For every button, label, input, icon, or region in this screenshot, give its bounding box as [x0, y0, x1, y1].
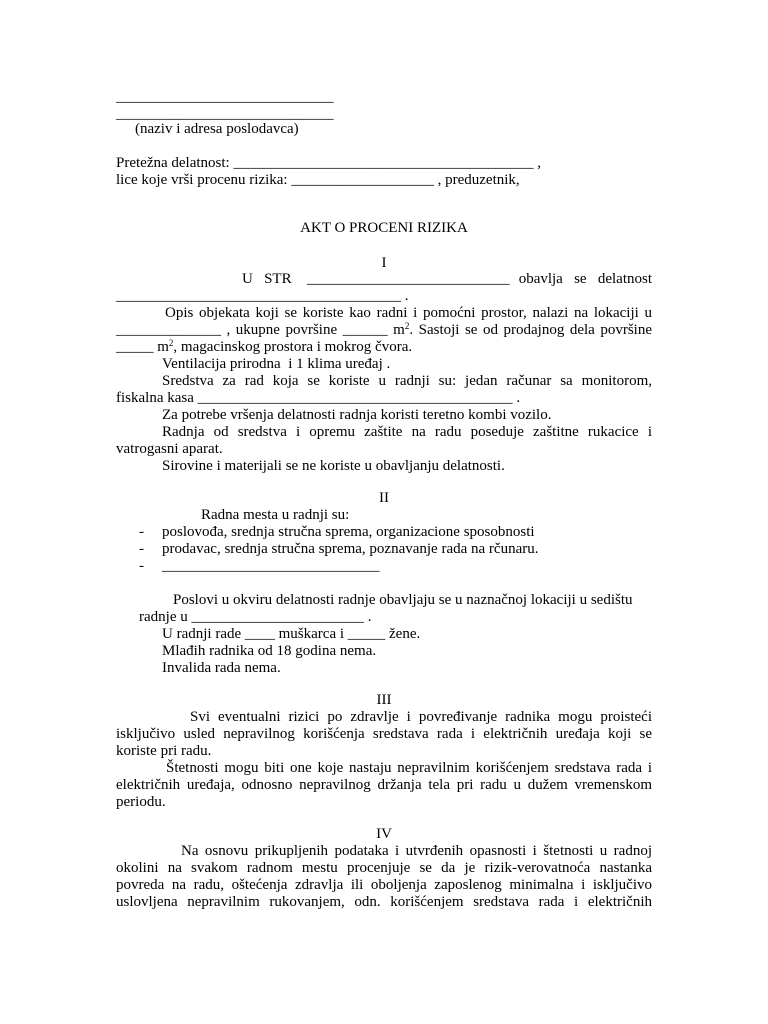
list-item-seller: prodavac, srednja stručna sprema, poznavanje rada na rčunaru.: [162, 541, 539, 557]
section-1-ventilation: Ventilacija prirodna i 1 klima uređaj .: [162, 356, 391, 372]
section-1-location-line-3: _____ $m^2$, magacinskog prostora i mokrog čvora.: [116, 338, 413, 355]
section-4-assessment-line-4: uslovljena nepravilnim rukovanjem, odn. korišćenjem sredstava rada i električnih: [116, 894, 652, 910]
section-1-vehicle: Za potrebe vršenja delatnosti radnja koristi teretno kombi vozilo.: [162, 407, 552, 423]
section-1-activity-text: obavlja se delatnost: [518, 271, 652, 287]
list-bullet: -: [139, 524, 144, 540]
section-3-risks-line-1: Svi eventualni rizici po zdravlje i povređivanje radnika mogu proisteći: [190, 709, 652, 725]
section-1-equipment-line-1: Sredstva za rad koja se koriste u radnji su: jedan računar sa monitorom,: [162, 373, 652, 389]
employer-blank-line-2: _____________________________: [116, 106, 334, 122]
activity-line: Pretežna delatnost: ________________________________________ ,: [116, 155, 541, 171]
list-item-manager: poslovođa, srednja stručna sprema, organizacione sposobnosti: [162, 524, 535, 540]
section-3-numeral: III: [376, 692, 392, 708]
section-2-young-workers: Mlađih radnika od 18 godina nema.: [162, 643, 377, 659]
section-2-location-line-2: radnje u _______________________ .: [139, 609, 372, 625]
section-1-str-blank: ___________________________: [307, 271, 510, 287]
section-1-location-line-1: Opis objekata koji se koriste kao radni i pomoćni prostor, nalazi na lokaciji u: [165, 305, 652, 321]
section-1-materials: Sirovine i materijali se ne koriste u obavljanju delatnosti.: [162, 458, 505, 474]
section-3-risks-line-3: koriste pri radu.: [116, 743, 212, 759]
list-item-blank: _____________________________: [162, 558, 380, 574]
section-3-hazards-line-1: Štetnosti mogu biti one koje nastaju nepravilnim korišćenjem sredstava rada i: [166, 760, 652, 776]
section-2-intro: Radna mesta u radnji su:: [201, 507, 350, 523]
section-2-workers: U radnji rade ____ muškarca i _____ žene.: [162, 626, 421, 642]
section-1-activity-blank: ______________________________________ .: [116, 288, 409, 304]
section-1-numeral: I: [381, 255, 387, 271]
list-bullet: -: [139, 558, 144, 574]
section-4-numeral: IV: [376, 826, 392, 842]
employer-blank-line-1: _____________________________: [116, 89, 334, 105]
section-1-location-line-2: ______________ , ukupne površine ______ $m^2$. Sastoji se od prodajnog dela površine: [116, 321, 653, 338]
list-bullet: -: [139, 541, 144, 557]
section-1-protection-line-1: Radnja od sredstva i opremu zaštite na radu poseduje zaštitne rukacice i: [162, 424, 652, 440]
assessor-line: lice koje vrši procenu rizika: ___________________ , preduzetnik,: [116, 172, 520, 188]
section-3-hazards-line-2: električnih uređaja, odnosno nepravilnog držanja tela pri radu u dužem vremenskom: [116, 777, 652, 793]
section-3-hazards-line-3: periodu.: [116, 794, 166, 810]
section-2-disabled-workers: Invalida rada nema.: [162, 660, 281, 676]
document-title: AKT O PROCENI RIZIKA: [300, 220, 468, 236]
employer-caption: (naziv i adresa poslodavca): [135, 121, 299, 137]
section-2-location-line-1: Poslovi u okviru delatnosti radnje obavljaju se u naznačnoj lokaciji u sedištu: [173, 592, 633, 608]
section-2-numeral: II: [379, 490, 389, 506]
section-1-equipment-line-2: fiskalna kasa __________________________________________ .: [116, 390, 521, 406]
section-3-risks-line-2: isključivo usled nepravilnog korišćenja sredstava rada i električnih uređaja koji se: [116, 726, 652, 742]
section-4-assessment-line-3: povreda na radu, oštećenja zdravlja ili oboljenja zaposlenog minimalna i isključivo: [116, 877, 652, 893]
section-1-str-label: U STR: [242, 271, 292, 287]
section-4-assessment-line-2: okolini na svakom radnom mestu procenjuje se da je rizik-verovatnoća nastanka: [116, 860, 652, 876]
section-4-assessment-line-1: Na osnovu prikupljenih podataka i utvrđenih opasnosti i štetnosti u radnoj: [181, 843, 652, 859]
section-1-protection-line-2: vatrogasni aparat.: [116, 441, 223, 457]
